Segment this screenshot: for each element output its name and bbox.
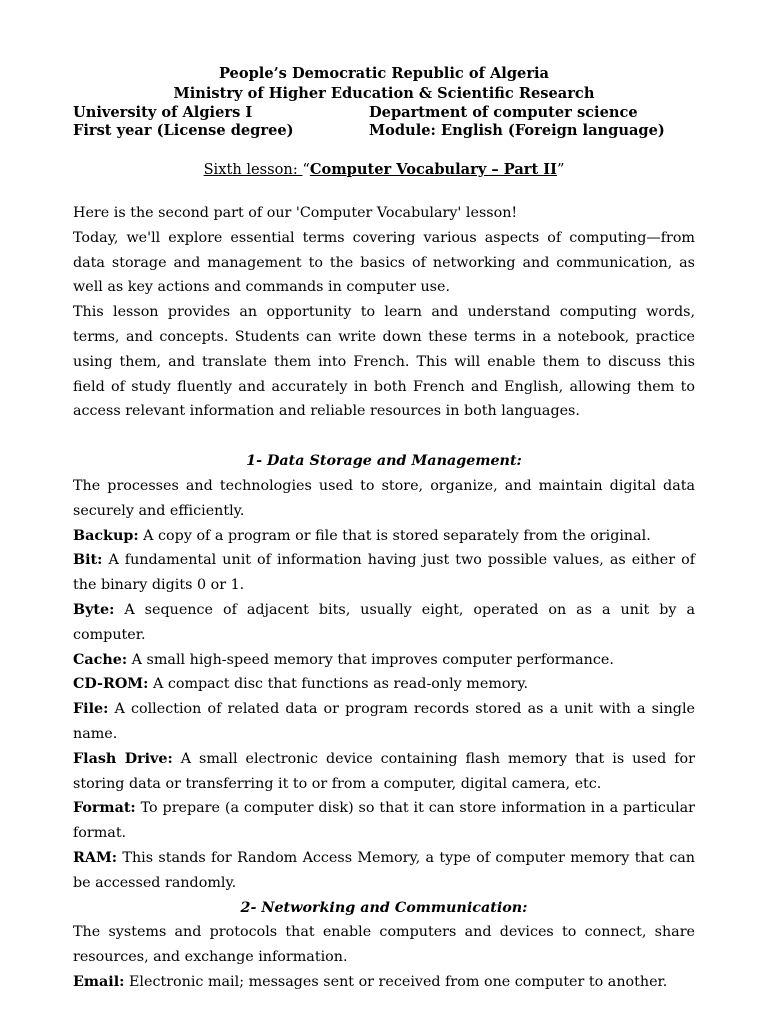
lesson-title-text: Computer Vocabulary – Part II [309, 161, 557, 178]
term-definition: A collection of related data or program records stored as a unit with a single name. [73, 701, 695, 742]
section-2-title: 2- Networking and Communication: [240, 899, 528, 916]
term-entry [73, 598, 695, 648]
term-definition: A copy of a program or file that is stored separately from the original. [138, 527, 651, 544]
term-entry [73, 548, 695, 598]
term-definition: A sequence of adjacent bits, usually eight, operated on as a unit by a computer. [73, 601, 695, 643]
term-name: Cache: [73, 651, 128, 668]
term-definition: A fundamental unit of information having just two possible values, as either of the binary digits 0 or 1. [73, 552, 695, 594]
term-entry [73, 672, 695, 697]
header-ministry: Ministry of Higher Education & Scientific Research [173, 85, 595, 102]
section-2-description: The systems and protocols that enable computers and devices to connect, share resources, and exchange information. [73, 924, 695, 966]
term-name: Email: [73, 973, 125, 990]
lesson-prefix: Sixth lesson: [203, 161, 303, 178]
header-module: Module: English (Foreign language) [369, 122, 665, 139]
term-entry [73, 648, 695, 673]
term-definition: Electronic mail; messages sent or received from one computer to another. [124, 973, 668, 990]
term-entry [73, 970, 695, 995]
term-definition: This stands for Random Access Memory, a type of computer memory that can be accessed randomly. [73, 849, 695, 891]
term-name: RAM: [73, 849, 118, 866]
term-definition: To prepare (a computer disk) so that it can store information in a particular format. [73, 800, 695, 842]
term-entry [73, 524, 695, 549]
term-entry [73, 697, 695, 747]
term-name: Byte: [73, 601, 115, 618]
term-entry [73, 846, 695, 896]
term-definition: A compact disc that functions as read-only memory. [148, 676, 529, 693]
term-name: Backup: [73, 527, 139, 544]
term-name: Flash Drive: [73, 750, 173, 767]
header-row-2 [73, 122, 695, 140]
lesson-close-quote: ” [556, 161, 565, 178]
header-year: First year (License degree) [73, 122, 294, 139]
term-name: Bit: [73, 552, 103, 569]
header-university: University of Algiers I [73, 104, 253, 121]
document-page [73, 64, 695, 995]
intro-paragraph-1: Here is the second part of our 'Computer Vocabulary' lesson! [73, 205, 518, 221]
intro-paragraph-2: Today, we'll explore essential terms covering various aspects of computing—from data storage and management to the basics of networking and communication, as well as key actions and commands in computer use. [73, 229, 695, 296]
term-name: Format: [73, 800, 136, 817]
header-department: Department of computer science [369, 104, 638, 121]
term-definition: A small electronic device containing flash memory that is used for storing data or transferring it to or from a computer, digital camera, etc. [73, 750, 695, 792]
intro-paragraph-3: This lesson provides an opportunity to learn and understand computing words, terms, and concepts. Students can write down these terms in a notebook, practice using them, and translate them into French. This will enable them to discuss this field of study fluently and accurately in both French and English, allowing them to access relevant information and reliable resources in both languages. [73, 304, 695, 420]
term-name: CD-ROM: [73, 676, 149, 693]
section-1-title: 1- Data Storage and Management: [246, 453, 522, 470]
term-name: File: [73, 701, 109, 718]
section-1-description: The processes and technologies used to store, organize, and maintain digital data securely and efficiently. [73, 477, 695, 519]
header-row-1 [73, 104, 695, 122]
spacer [73, 424, 695, 449]
term-entry [73, 747, 695, 797]
term-entry [73, 796, 695, 846]
lesson-title [73, 160, 695, 180]
header-country: People’s Democratic Republic of Algeria [218, 65, 550, 82]
term-definition: A small high-speed memory that improves computer performance. [127, 651, 614, 668]
lesson-open-quote: “ [302, 161, 310, 178]
